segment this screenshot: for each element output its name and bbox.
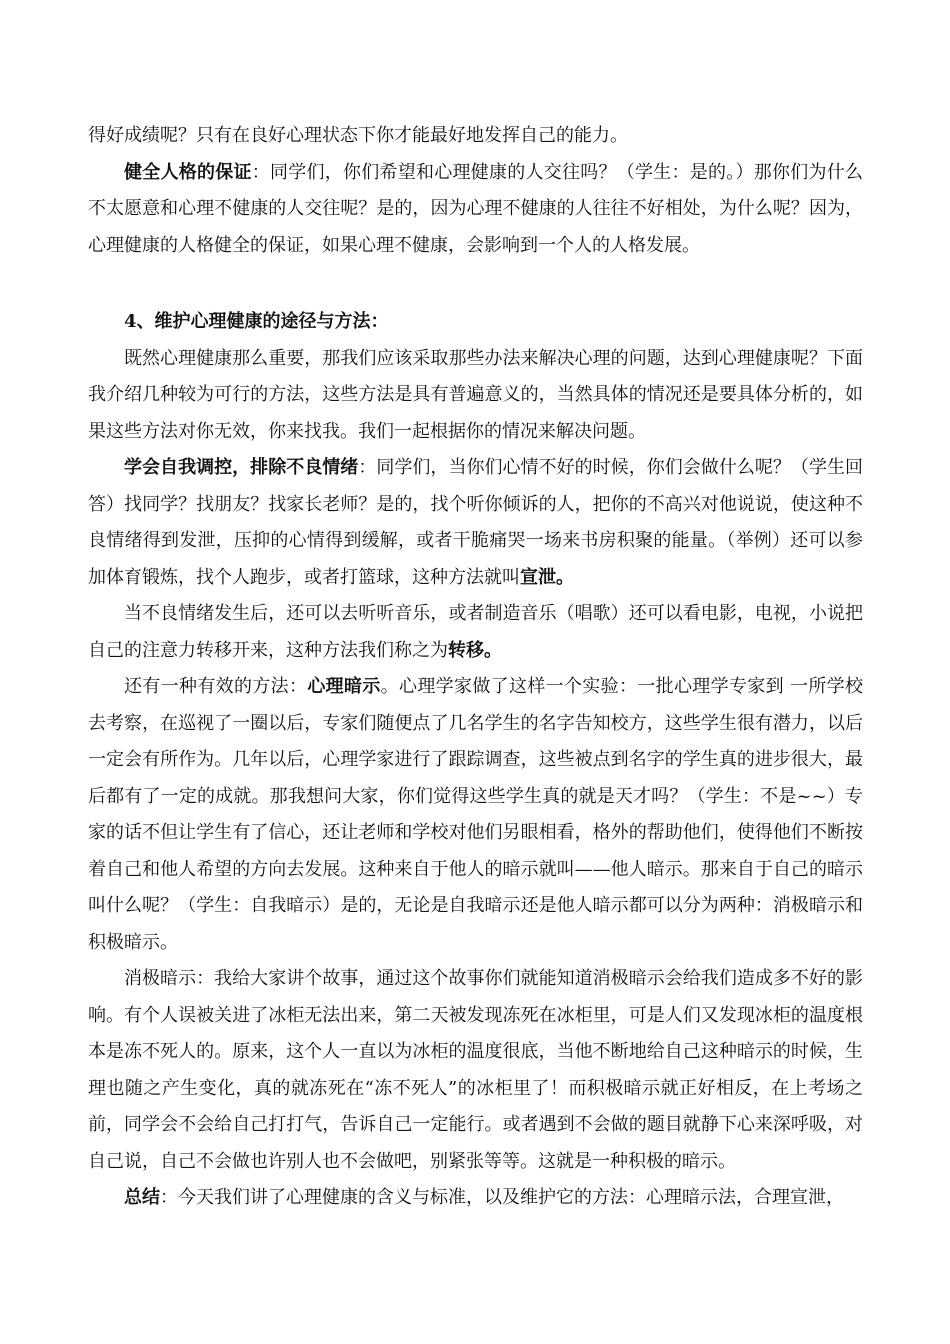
paragraph-transfer: [88, 596, 863, 669]
paragraph-continuation: 得好成绩呢？只有在良好心理状态下你才能最好地发挥自己的能力。: [88, 125, 628, 146]
paragraph-self-control: [88, 450, 863, 596]
section-heading: 4、维护心理健康的途径与方法：: [124, 311, 389, 332]
paragraph-key-term: 心理暗示: [307, 676, 381, 697]
paragraph-personality: [88, 155, 863, 265]
paragraph-lead-term: 健全人格的保证: [124, 161, 252, 183]
paragraph-text: 当不良情绪发生后，还可以去听听音乐，或者制造音乐（唱歌）还可以看电影，电视，小说把自己的注意力转移开来，这种方法我们称之为: [88, 603, 863, 661]
document-body: [88, 118, 863, 1217]
paragraph-text: ：同学们，当你们心情不好的时候，你们会做什么呢？（学生回答）找同学？找朋友？找家长老师？是的，找个听你倾诉的人，把你的不高兴对他说说，使这种不良情绪得到发泄，压抑的心情得到缓解，或者干脆痛哭一场来书房积聚的能量。（举例）还可以参加体育锻炼，找个人跑步，或者打篮球，这种方法就叫: [88, 457, 864, 588]
paragraph-lead-term: 总结: [124, 1187, 160, 1208]
paragraph-key-term: 转移。: [448, 639, 502, 661]
paragraph-suggestion: [88, 669, 863, 961]
paragraph-text: ：同学们，你们希望和心理健康的人交往吗？（学生：是的。）那你们为什么不太愿意和心理不健康的人交往呢？是的，因为心理不健康的人往往不好相处，为什么呢？因为，心理健康的人格健全的保证，如果心理不健康，会影响到一个人的人格发展。: [88, 161, 863, 256]
paragraph-text: ：今天我们讲了心理健康的含义与标准，以及维护它的方法：心理暗示法，合理宣泄，: [160, 1187, 844, 1208]
paragraph-text: 。心理学家做了这样一个实验：一批心理学专家到 一所学校去考察，在巡视了一圈以后，专家们随便点了几名学生的名字告知校方，这些学生很有潜力，以后一定会有所作为。几年以后，心理学家进行了跟踪调查，这些被点到名字的学生真的进步很大，最后都有了一定的成就。那我想问大家，你们觉得这些学生真的就是天才吗？（学生：不是~~）专家的话不但让学生有了信心，还让老师和学校对他们另眼相看，格外的帮助他们，使得他们不断按着自己和他人希望的方向去发展。这种来自于他人的暗示就叫——他人暗示。那来自于自己的暗示叫什么呢？（学生：自我暗示）是的，无论是自我暗示还是他人暗示都可以分为两种：消极暗示和积极暗示。: [88, 676, 863, 953]
paragraph-lead-term: 学会自我调控，排除不良情绪: [124, 457, 359, 478]
paragraph-summary: [88, 1180, 863, 1217]
paragraph-key-term: 宣泄。: [520, 566, 574, 588]
paragraph-text: 还有一种有效的方法：: [124, 676, 308, 697]
paragraph-negative-suggestion: 消极暗示：我给大家讲个故事，通过这个故事你们就能知道消极暗示会给我们造成多不好的影响。有个人误被关进了冰柜无法出来，第二天被发现冻死在冰柜里，可是人们又发现冰柜的温度根本是冻不死人的。原来，这个人一直以为冰柜的温度很底，当他不断地给自己这种暗示的时候，生理也随之产生变化，真的就冻死在“冻不死人”的冰柜里了！而积极暗示就正好相反，在上考场之前，同学会不会给自己打打气，告诉自己一定能行。或者遇到不会做的题目就静下心来深呼吸，对自己说，自己不会做也许别人也不会做吧，别紧张等等。这就是一种积极的暗示。: [88, 968, 863, 1172]
paragraph-intro-methods: 既然心理健康那么重要，那我们应该采取那些办法来解决心理的问题，达到心理健康呢？下面我介绍几种较为可行的方法，这些方法是具有普遍意义的，当然具体的情况还是要具体分析的，如果这些方法对你无效，你来找我。我们一起根据你的情况来解决问题。: [88, 347, 863, 442]
paragraph-spacer: [88, 264, 863, 304]
